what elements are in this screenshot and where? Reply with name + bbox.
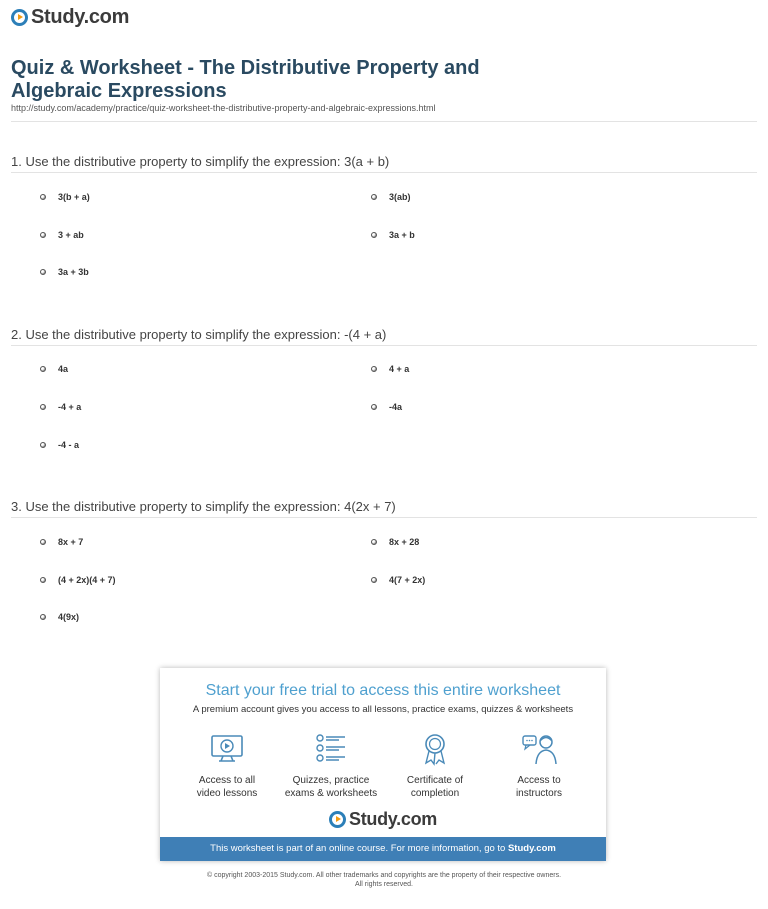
question-1-divider — [11, 172, 757, 173]
radio-icon[interactable] — [40, 366, 46, 372]
question-3-option-4[interactable]: 4(7 + 2x) — [371, 575, 425, 585]
radio-icon[interactable] — [40, 232, 46, 238]
radio-icon[interactable] — [371, 539, 377, 545]
copyright-line2: All rights reserved. — [355, 881, 413, 888]
question-1-option-1[interactable]: 3(b + a) — [40, 192, 90, 202]
study-logo[interactable] — [11, 6, 129, 29]
radio-icon[interactable] — [40, 577, 46, 583]
question-1-text: 1. Use the distributive property to simplify the expression: 3(a + b) — [11, 154, 390, 169]
question-2-option-4[interactable]: -4a — [371, 402, 402, 412]
page-title: Quiz & Worksheet - The Distributive Property and Algebraic Expressions — [11, 57, 480, 102]
question-2-option-5[interactable]: -4 - a — [40, 440, 79, 450]
promo-bar-text: This worksheet is part of an online course. For more information, go to — [210, 843, 506, 854]
feature-video-line1: Access to all — [198, 775, 256, 786]
copyright-footer — [0, 871, 768, 889]
feature-instructors-line1: Access to — [517, 775, 561, 786]
question-2-option-3[interactable]: -4 + a — [40, 402, 81, 412]
feature-video-line2: video lessons — [196, 788, 258, 799]
promo-subline: A premium account gives you access to all lessons, practice exams, quizzes & worksheets — [192, 704, 574, 715]
radio-icon[interactable] — [40, 614, 46, 620]
question-3-option-5[interactable]: 4(9x) — [40, 612, 79, 622]
promo-info-bar — [160, 837, 606, 861]
question-2-divider — [11, 345, 757, 346]
question-1-option-2[interactable]: 3(ab) — [371, 192, 411, 202]
quiz-list-icon — [313, 731, 349, 767]
promo-headline[interactable]: Start your free trial to access this entire worksheet — [205, 682, 561, 699]
radio-icon[interactable] — [371, 232, 377, 238]
study-logo-icon — [11, 9, 28, 26]
feature-quizzes-line2: exams & worksheets — [284, 788, 378, 799]
promo-study-logo[interactable] — [160, 809, 606, 830]
question-1-option-5[interactable]: 3a + 3b — [40, 267, 89, 277]
radio-icon[interactable] — [40, 194, 46, 200]
radio-icon[interactable] — [40, 404, 46, 410]
feature-certificate — [380, 731, 490, 800]
question-1-option-3[interactable]: 3 + ab — [40, 230, 84, 240]
question-3-option-2[interactable]: 8x + 28 — [371, 537, 419, 547]
feature-instructors-line2: instructors — [515, 788, 563, 799]
header-divider — [11, 121, 757, 122]
study-logo-icon — [329, 811, 346, 828]
page-url[interactable]: http://study.com/academy/practice/quiz-worksheet-the-distributive-property-and-algebraic-expressions.html — [11, 103, 436, 113]
feature-instructors — [484, 731, 594, 800]
question-3-option-1[interactable]: 8x + 7 — [40, 537, 83, 547]
radio-icon[interactable] — [371, 194, 377, 200]
question-3-text: 3. Use the distributive property to simplify the expression: 4(2x + 7) — [11, 499, 396, 514]
study-logo-text: Study.com — [31, 6, 130, 28]
question-3-divider — [11, 517, 757, 518]
certificate-icon — [417, 731, 453, 767]
instructor-icon — [521, 731, 557, 767]
feature-quizzes — [276, 731, 386, 800]
radio-icon[interactable] — [40, 269, 46, 275]
copyright-line1: © copyright 2003-2015 Study.com. All other trademarks and copyrights are the property of their respective owners. — [206, 872, 562, 879]
radio-icon[interactable] — [40, 539, 46, 545]
promo-logo-text: Study.com — [349, 809, 437, 829]
radio-icon[interactable] — [40, 442, 46, 448]
feature-video-lessons — [172, 731, 282, 800]
video-lesson-icon — [209, 731, 245, 767]
promo-bar-link[interactable]: Study.com — [507, 843, 556, 854]
question-2-option-2[interactable]: 4 + a — [371, 364, 409, 374]
question-3-option-3[interactable]: (4 + 2x)(4 + 7) — [40, 575, 116, 585]
radio-icon[interactable] — [371, 404, 377, 410]
question-2-text: 2. Use the distributive property to simplify the expression: -(4 + a) — [11, 327, 387, 342]
feature-quizzes-line1: Quizzes, practice — [292, 775, 370, 786]
feature-certificate-line2: completion — [410, 788, 460, 799]
question-1-option-4[interactable]: 3a + b — [371, 230, 415, 240]
feature-certificate-line1: Certificate of — [406, 775, 464, 786]
free-trial-promo — [160, 668, 606, 861]
question-2-option-1[interactable]: 4a — [40, 364, 68, 374]
radio-icon[interactable] — [371, 577, 377, 583]
radio-icon[interactable] — [371, 366, 377, 372]
